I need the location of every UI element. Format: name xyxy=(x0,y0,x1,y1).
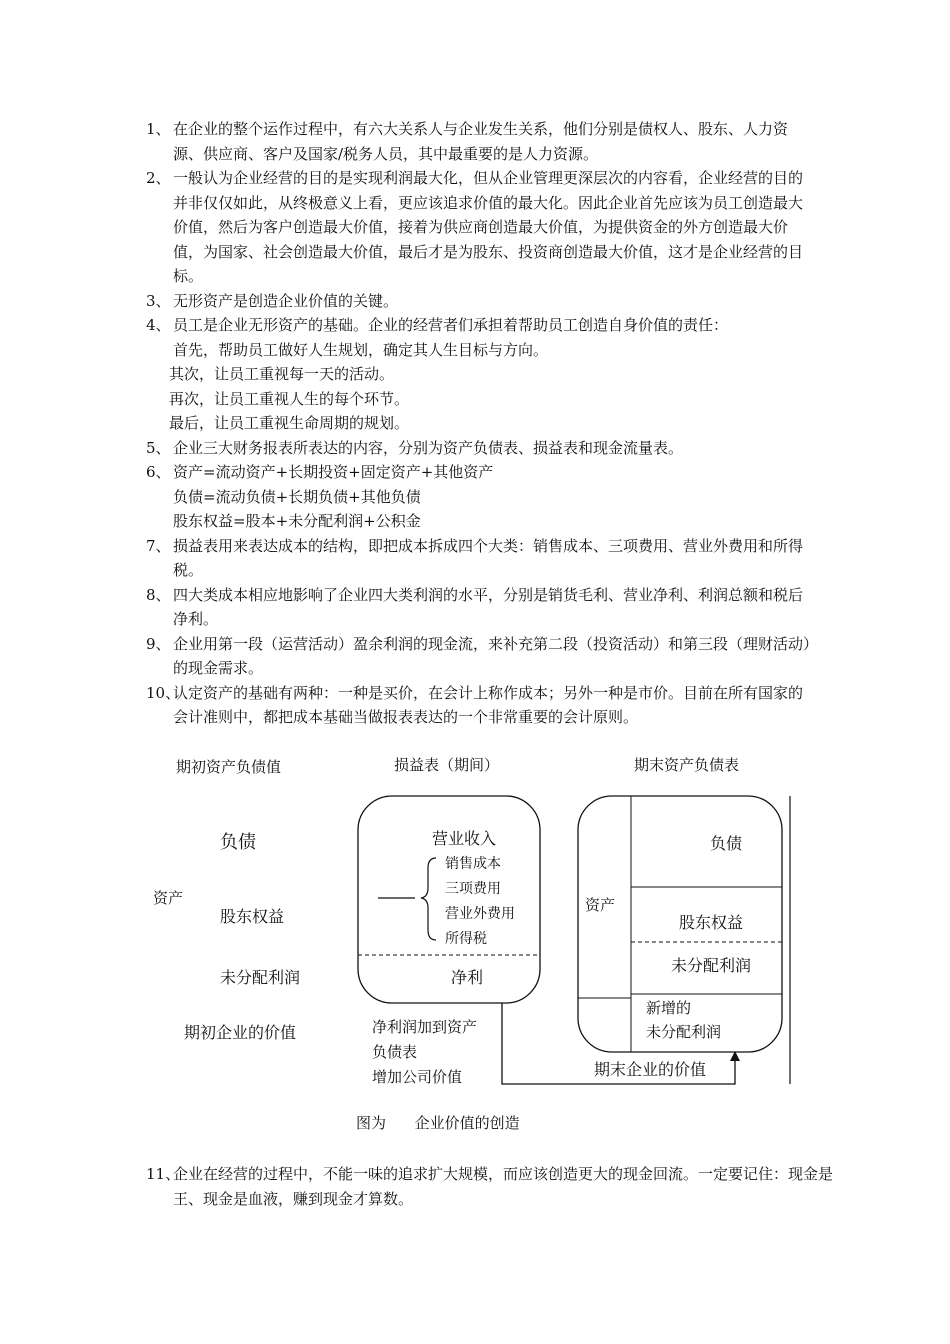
item-text: 企业三大财务报表所表达的内容，分别为资产负债表、损益表和现金流量表。 xyxy=(173,438,684,457)
item-number: 8、 xyxy=(146,585,171,604)
item-number: 1、 xyxy=(146,120,171,138)
left-assets-label: 资产 xyxy=(153,889,184,907)
item-subline: 首先，帮助员工做好人生规划，确定其人生目标与方向。 xyxy=(173,340,549,359)
income-statement-box xyxy=(358,796,540,1003)
list-item-7 xyxy=(146,534,814,583)
figure-caption: 图为 企业价值的创造 xyxy=(356,1114,520,1132)
list-item-5 xyxy=(146,436,814,461)
cost-brace xyxy=(421,858,436,940)
list-item-4 xyxy=(146,313,814,436)
note-line: 净利润加到资产 xyxy=(372,1018,478,1036)
item-text: 企业用第一段（运营活动）盈余利润的现金流，来补充第二段（投资活动）和第三段（理财活动）的现金需求。 xyxy=(173,634,811,677)
item-subline: 其次，让员工重视每一天的活动。 xyxy=(169,365,395,383)
list-item-2 xyxy=(146,166,814,289)
closing-balance-box xyxy=(578,796,782,1052)
list-item-3 xyxy=(146,289,814,314)
item-subline: 再次，让员工重视人生的每个环节。 xyxy=(169,389,410,408)
item-text: 资产=流动资产+长期投资+固定资产+其他资产 xyxy=(173,463,494,481)
right-title: 期末资产负债表 xyxy=(634,756,740,774)
left-retained-label: 未分配利润 xyxy=(220,968,301,987)
right-liabilities-label: 负债 xyxy=(710,834,743,853)
right-equity-label: 股东权益 xyxy=(679,913,744,932)
cost-item: 营业外费用 xyxy=(445,906,515,922)
item-number: 6、 xyxy=(146,463,171,481)
item-text: 认定资产的基础有两种：一种是买价，在会计上称作成本；另外一种是市价。目前在所有国家的会计准则中，都把成本基础当做报表表达的一个非常重要的会计原则。 xyxy=(173,683,804,726)
item-subline: 最后，让员工重视生命周期的规划。 xyxy=(169,414,410,432)
item-subline: 股东权益=股本+未分配利润+公积金 xyxy=(173,512,421,530)
left-title: 期初资产负债值 xyxy=(176,758,282,776)
item-text: 无形资产是创造企业价值的关键。 xyxy=(173,291,399,310)
mid-title: 损益表（期间） xyxy=(394,756,500,774)
item-number: 11、 xyxy=(146,1165,181,1183)
list-item-10 xyxy=(146,681,814,730)
right-assets-label: 资产 xyxy=(585,896,616,914)
note-line: 增加公司价值 xyxy=(372,1068,463,1086)
right-new-line: 未分配利润 xyxy=(646,1023,722,1041)
left-value-label: 期初企业的价值 xyxy=(184,1023,297,1042)
arrow-head-icon xyxy=(730,1051,740,1061)
item-number: 4、 xyxy=(146,316,171,334)
item-number: 5、 xyxy=(146,438,171,457)
numbered-list xyxy=(146,117,814,730)
list-item-11 xyxy=(146,1162,841,1211)
left-liabilities-label: 负债 xyxy=(220,832,256,853)
income-revenue-label: 营业收入 xyxy=(432,829,497,848)
cost-item: 所得税 xyxy=(445,931,487,947)
item-text: 损益表用来表达成本的结构，即把成本拆成四个大类：销售成本、三项费用、营业外费用和所得税。 xyxy=(173,536,804,579)
cost-item: 销售成本 xyxy=(445,856,501,872)
list-item-9 xyxy=(146,632,814,681)
item-number: 3、 xyxy=(146,291,171,310)
right-value-label: 期末企业的价值 xyxy=(594,1060,707,1079)
flow-connector xyxy=(502,1003,735,1084)
item-text: 四大类成本相应地影响了企业四大类利润的水平，分别是销货毛利、营业净利、利润总额和税后净利。 xyxy=(173,585,804,628)
item-number: 7、 xyxy=(146,536,171,555)
item-text: 在企业的整个运作过程中，有六大关系人与企业发生关系，他们分别是债权人、股东、人力资源、供应商、客户及国家/税务人员，其中最重要的是人力资源。 xyxy=(173,120,789,163)
item-text: 一般认为企业经营的目的是实现利润最大化，但从企业管理更深层次的内容看，企业经营的目的并非仅仅如此，从终极意义上看，更应该追求价值的最大化。因此企业首先应该为员工创造最大价值，然后为客户创造最大价值，接着为供应商创造最大价值，为提供资金的外方创造最大价值，为国家、社会创造最大价值，最后才是为股东、投资商创造最大价值，这才是企业经营的目标。 xyxy=(173,169,804,285)
item-number: 9、 xyxy=(146,634,171,653)
list-item-8 xyxy=(146,583,814,632)
cost-item: 三项费用 xyxy=(445,881,501,897)
item-text: 员工是企业无形资产的基础。企业的经营者们承担着帮助员工创造自身价值的责任： xyxy=(173,316,729,334)
item-number: 10、 xyxy=(146,683,181,702)
list-item-1 xyxy=(146,117,814,166)
item-subline: 负债=流动负债+长期负债+其他负债 xyxy=(173,487,421,506)
right-retained-label: 未分配利润 xyxy=(671,956,752,975)
income-net-label: 净利 xyxy=(451,968,484,987)
list-item-6 xyxy=(146,460,814,534)
right-new-line: 新增的 xyxy=(646,999,692,1017)
note-line: 负债表 xyxy=(372,1043,418,1061)
item-text: 企业在经营的过程中，不能一味的追求扩大规模，而应该创造更大的现金回流。一定要记住：现金是王、现金是血液，赚到现金才算数。 xyxy=(173,1165,834,1208)
left-equity-label: 股东权益 xyxy=(220,907,285,926)
item-number: 2、 xyxy=(146,169,171,187)
